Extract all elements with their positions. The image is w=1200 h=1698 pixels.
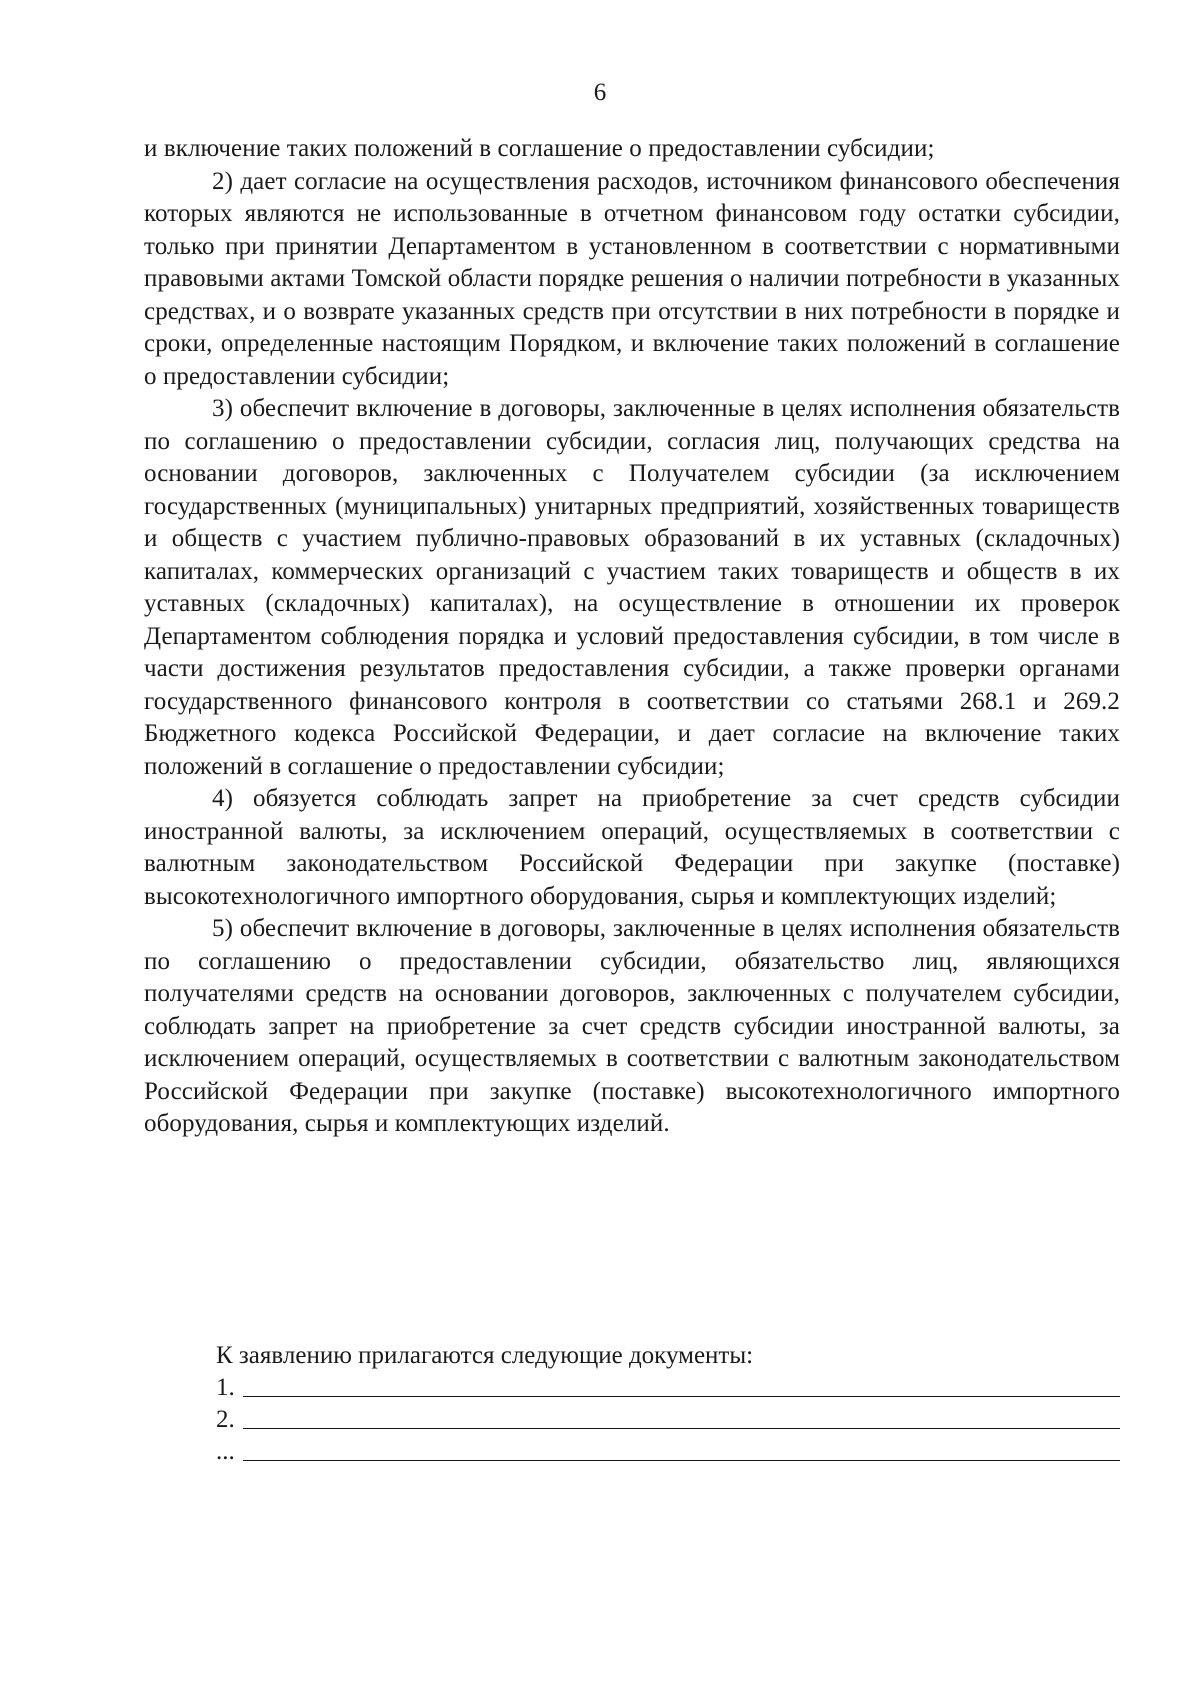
document-body [144, 133, 1120, 1141]
paragraph-item-2: 2) дает согласие на осуществления расходов, источником финансового обеспечения которых являются не использованные в отчетном финансовом году остатки субсидии, только при принятии Департаментом в установленном в соответствии с нормативными правовыми актами Томской области порядке решения о наличии потребности в указанных средствах, и о возврате указанных средств при отсутствии в них потребности в порядке и сроки, определенные настоящим Порядком, и включение таких положений в соглашение о предоставлении субсидии; [144, 167, 1120, 390]
attachment-number: 2. [216, 1406, 235, 1433]
attachments-section [216, 1340, 1120, 1468]
attachment-line-1 [216, 1372, 1120, 1404]
attachment-blank-field[interactable] [243, 1459, 1120, 1461]
paragraph-item-3: 3) обеспечит включение в договоры, заключенные в целях исполнения обязательств по соглашению о предоставлении субсидии, согласия лиц, получающих средства на основании договоров, заключенных с Получателем субсидии (за исключением государственных (муниципальных) унитарных предприятий, хозяйственных товариществ и обществ с участием публично-правовых образований в их уставных (складочных) капиталах, коммерческих организаций с участием таких товариществ и обществ в их уставных (складочных) капиталах), на осуществление в отношении их проверок Департаментом соблюдения порядка и условий предоставления субсидии, в том числе в части достижения результатов предоставления субсидии, а также проверки органами государственного финансового контроля в соответствии со статьями 268.1 и 269.2 Бюджетного кодекса Российской Федерации, и дает согласие на включение таких положений в соглашение о предоставлении субсидии; [144, 395, 1120, 780]
attachment-ellipsis: ... [216, 1438, 235, 1465]
attachment-blank-field[interactable] [243, 1395, 1120, 1397]
page-number: 6 [593, 79, 607, 106]
paragraph-continuation: и включение таких положений в соглашение о предоставлении субсидии; [144, 135, 935, 162]
attachment-blank-field[interactable] [243, 1427, 1120, 1429]
attachment-number: 1. [216, 1374, 235, 1401]
paragraph-item-4: 4) обязуется соблюдать запрет на приобретение за счет средств субсидии иностранной валюты, за исключением операций, осуществляемых в соответствии с валютным законодательством Российской Федерации при закупке (поставке) высокотехнологичного импортного оборудования, сырья и комплектующих изделий; [144, 785, 1120, 910]
attachments-title: К заявлению прилагаются следующие документы: [216, 1342, 754, 1369]
paragraph-item-5: 5) обеспечит включение в договоры, заключенные в целях исполнения обязательств по соглашению о предоставлении субсидии, обязательство лиц, являющихся получателями средств на основании договоров, заключенных с получателем субсидии, соблюдать запрет на приобретение за счет средств субсидии иностранной валюты, за исключением операций, осуществляемых в соответствии с валютным законодательством Российской Федерации при закупке (поставке) высокотехнологичного импортного оборудования, сырья и комплектующих изделий. [144, 915, 1120, 1137]
attachment-line-more [216, 1436, 1120, 1468]
attachment-line-2 [216, 1404, 1120, 1436]
